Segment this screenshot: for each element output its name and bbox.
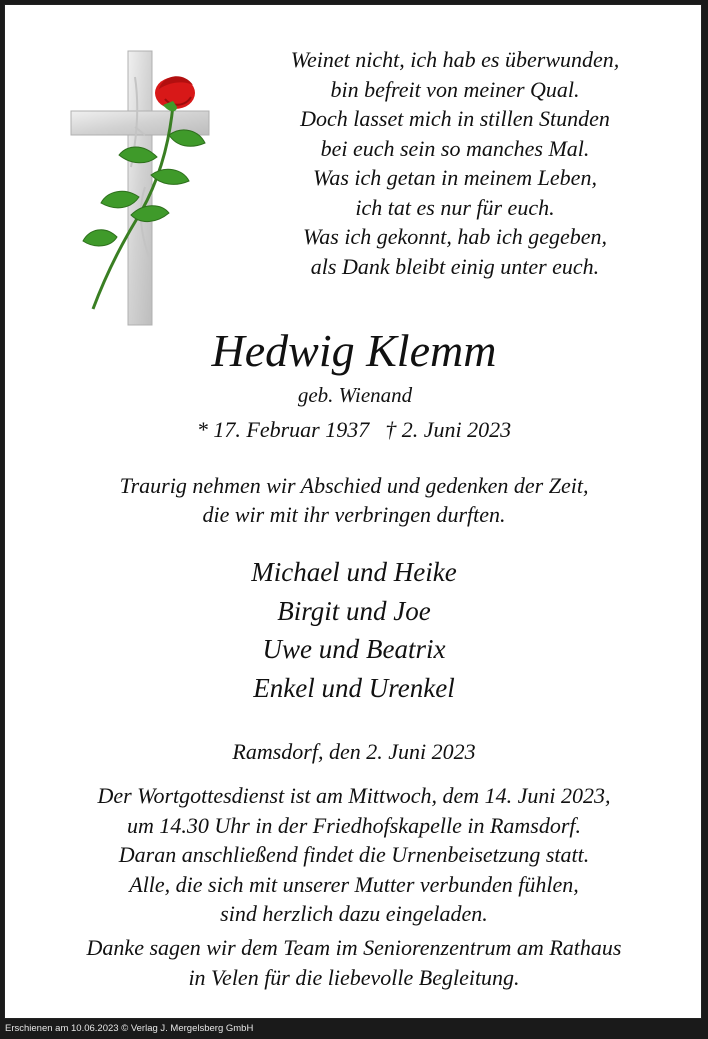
birth-date: * 17. Februar 1937 xyxy=(196,417,370,442)
service-line: Alle, die sich mit unserer Mutter verbunden fühlen, xyxy=(129,871,579,897)
service-line: um 14.30 Uhr in der Friedhofskapelle in Ramsdorf. xyxy=(126,812,582,838)
service-line: Daran anschließend findet die Urnenbeisetzung statt. xyxy=(118,842,590,867)
acknowledgement-line: Danke sagen wir dem Team im Seniorenzentrum am Rathaus xyxy=(86,935,622,960)
acknowledgement xyxy=(5,933,703,992)
service-line: Der Wortgottesdienst ist am Mittwoch, dem 14. Juni 2023, xyxy=(97,783,611,808)
mourner-entry: Michael und Heike xyxy=(251,557,457,587)
acknowledgement-line: in Velen für die liebevolle Begleitung. xyxy=(188,964,520,990)
poem-line: Weinet nicht, ich hab es überwunden, xyxy=(290,47,620,72)
death-date: † 2. Juni 2023 xyxy=(385,417,512,442)
mourners-list xyxy=(5,553,703,707)
poem-line: Doch lasset mich in stillen Stunden xyxy=(300,106,610,131)
memorial-poem xyxy=(235,45,675,281)
farewell-text xyxy=(5,471,703,529)
mourner-entry: Birgit und Joe xyxy=(277,595,431,626)
publication-footer: Erschienen am 10.06.2023 © Verlag J. Mergelsberg GmbH xyxy=(5,1023,254,1034)
farewell-line: Traurig nehmen wir Abschied und gedenken der Zeit, xyxy=(119,473,589,498)
poem-line: bin befreit von meiner Qual. xyxy=(330,76,580,102)
cross-with-red-rose-icon xyxy=(65,47,215,327)
obituary-notice xyxy=(4,4,702,1019)
poem-line: bei euch sein so manches Mal. xyxy=(320,135,590,161)
poem-line: Was ich getan in meinem Leben, xyxy=(313,165,597,190)
birth-name: geb. Wienand xyxy=(297,383,413,407)
mourner-entry: Uwe und Beatrix xyxy=(262,634,446,664)
deceased-name: Hedwig Klemm xyxy=(211,325,497,376)
place-and-date: Ramsdorf, den 2. Juni 2023 xyxy=(232,739,476,764)
life-dates xyxy=(5,415,703,445)
service-details xyxy=(5,781,703,929)
service-line: sind herzlich dazu eingeladen. xyxy=(220,901,488,926)
poem-line: als Dank bleibt einig unter euch. xyxy=(310,253,600,279)
farewell-line: die wir mit ihr verbringen durften. xyxy=(202,502,506,527)
mourner-entry: Enkel und Urenkel xyxy=(253,672,455,703)
poem-line: Was ich gekonnt, hab ich gegeben, xyxy=(302,224,608,249)
poem-line: ich tat es nur für euch. xyxy=(355,194,555,220)
